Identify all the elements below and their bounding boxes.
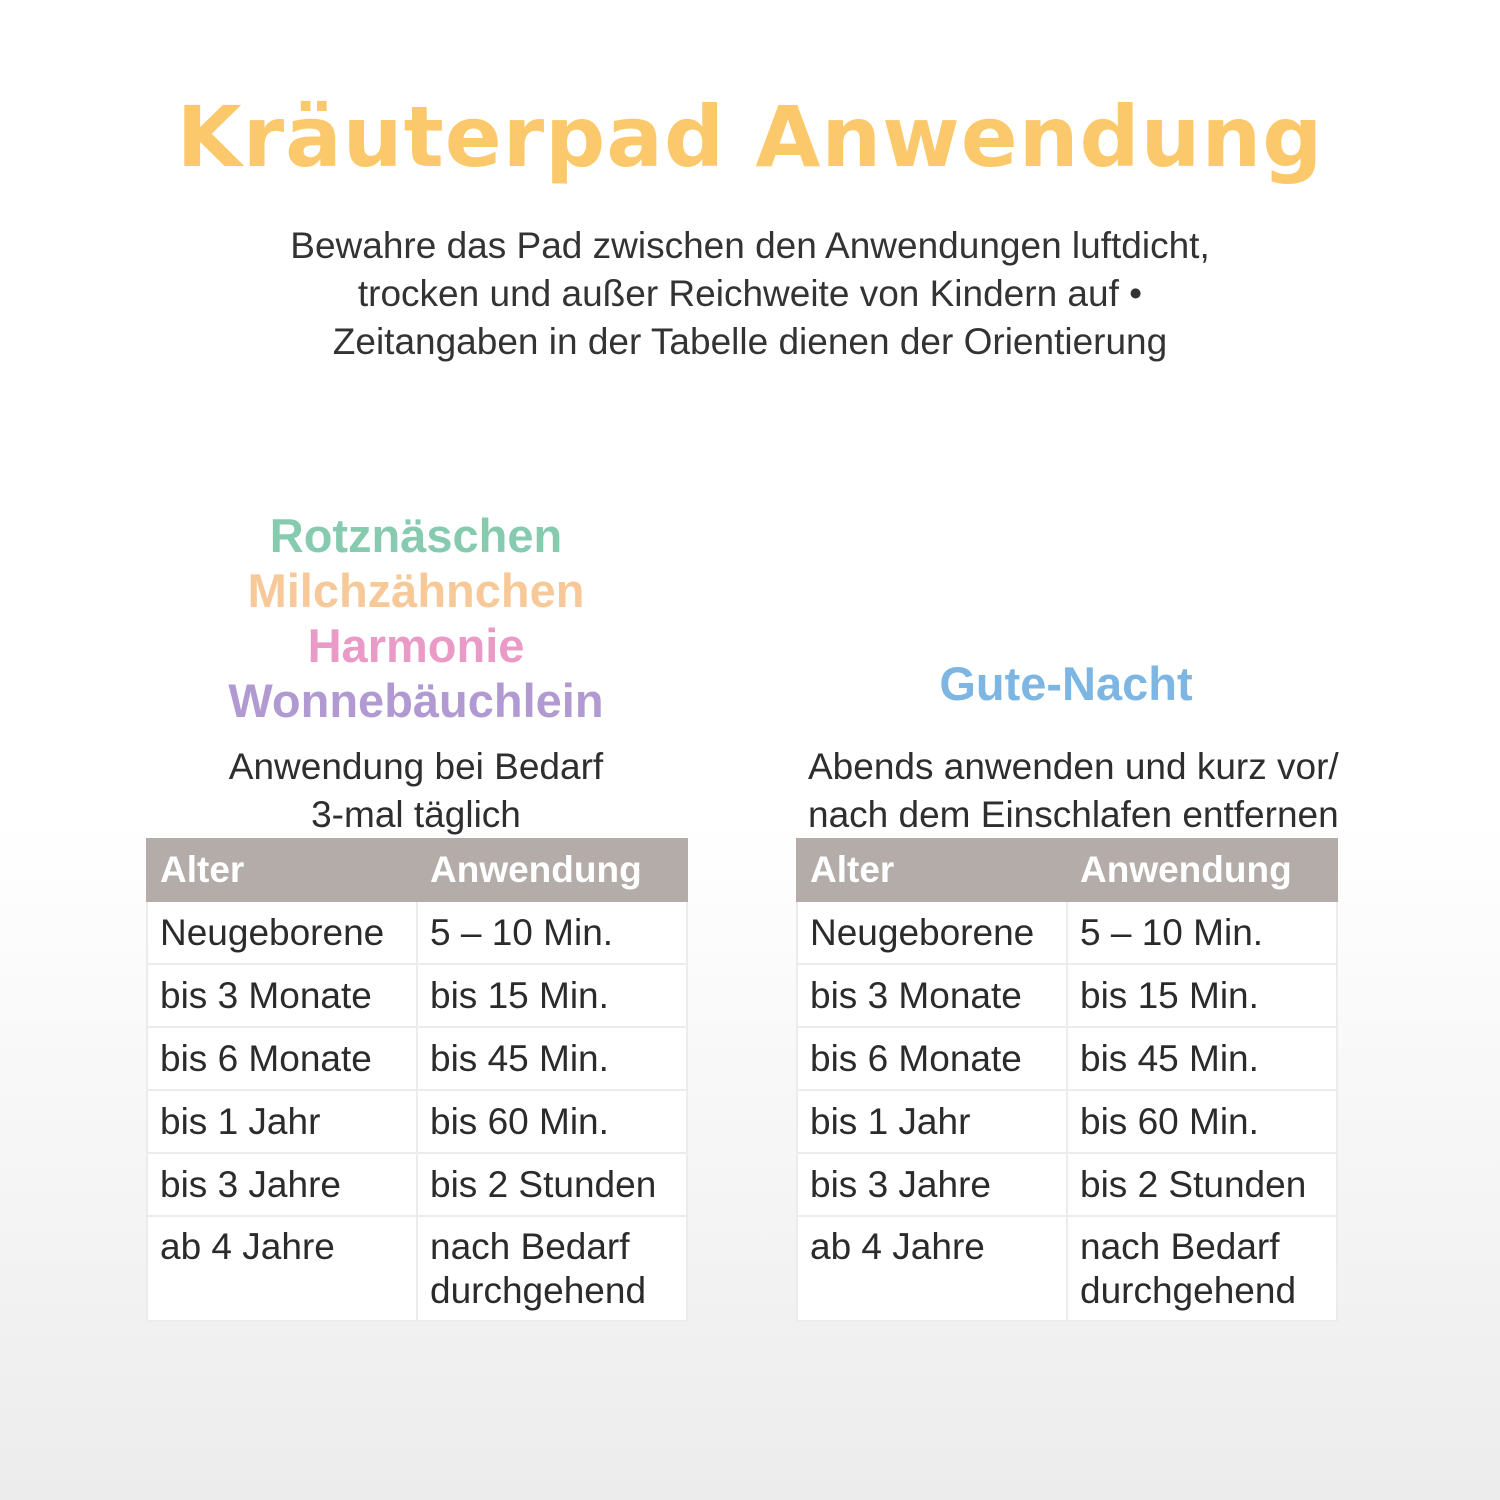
cell-duration: bis 45 Min. (417, 1027, 687, 1090)
table-row (147, 1090, 687, 1153)
cell-age: Neugeborene (797, 901, 1067, 964)
cell-age: bis 3 Monate (147, 964, 417, 1027)
product-harmonie: Harmonie (307, 619, 525, 672)
cell-duration: nach Bedarf durchgehend (417, 1216, 687, 1321)
usage-note-line: nach dem Einschlafen entfernen (808, 794, 1339, 835)
table-row (147, 964, 687, 1027)
table-row (797, 1027, 1337, 1090)
product-list (796, 508, 1336, 728)
header-alter: Alter (147, 839, 417, 901)
cell-duration: bis 45 Min. (1067, 1027, 1337, 1090)
cell-duration: bis 2 Stunden (417, 1153, 687, 1216)
usage-note (796, 728, 1339, 838)
product-rotznaeschen: Rotznäschen (269, 509, 563, 562)
table-row (797, 901, 1337, 964)
header-anwendung: Anwendung (417, 839, 687, 901)
header-alter: Alter (797, 839, 1067, 901)
cell-duration: nach Bedarf durchgehend (1067, 1216, 1337, 1321)
usage-note-line: Abends anwenden und kurz vor/ (808, 746, 1339, 787)
cell-age: bis 6 Monate (147, 1027, 417, 1090)
table-row (147, 901, 687, 964)
intro-line: Zeitangaben in der Tabelle dienen der Orientierung (332, 321, 1168, 362)
cell-age: bis 6 Monate (797, 1027, 1067, 1090)
cell-age: bis 3 Monate (797, 964, 1067, 1027)
usage-table (796, 838, 1338, 1322)
cell-age: bis 1 Jahr (797, 1090, 1067, 1153)
intro-text (0, 222, 1500, 366)
table-row (797, 1153, 1337, 1216)
cell-age: ab 4 Jahre (797, 1216, 1067, 1321)
cell-duration: 5 – 10 Min. (1067, 901, 1337, 964)
intro-line: trocken und außer Reichweite von Kindern auf • (357, 273, 1143, 314)
usage-note-line: 3-mal täglich (311, 794, 521, 835)
table-header-row (147, 839, 687, 901)
header-anwendung: Anwendung (1067, 839, 1337, 901)
intro-line: Bewahre das Pad zwischen den Anwendungen luftdicht, (290, 225, 1210, 266)
table-row (797, 964, 1337, 1027)
table-row (147, 1216, 687, 1321)
product-wonnebaeuchlein: Wonnebäuchlein (228, 674, 604, 727)
product-list (146, 508, 686, 728)
usage-note-line: Anwendung bei Bedarf (228, 746, 604, 787)
usage-table (146, 838, 688, 1322)
cell-duration: bis 60 Min. (1067, 1090, 1337, 1153)
usage-note (146, 728, 686, 838)
table-header-row (797, 839, 1337, 901)
cell-age: bis 3 Jahre (797, 1153, 1067, 1216)
page-title: Kräuterpad Anwendung (176, 88, 1324, 186)
cell-age: bis 3 Jahre (147, 1153, 417, 1216)
left-column (146, 508, 686, 1322)
cell-duration: 5 – 10 Min. (417, 901, 687, 964)
cell-age: ab 4 Jahre (147, 1216, 417, 1321)
table-row (797, 1216, 1337, 1321)
table-row (147, 1027, 687, 1090)
cell-duration: bis 15 Min. (1067, 964, 1337, 1027)
right-column (796, 508, 1339, 1322)
table-row (147, 1153, 687, 1216)
product-milchzaehnchen: Milchzähnchen (247, 564, 585, 617)
product-gute-nacht: Gute-Nacht (939, 656, 1193, 710)
cell-age: Neugeborene (147, 901, 417, 964)
cell-duration: bis 60 Min. (417, 1090, 687, 1153)
cell-duration: bis 2 Stunden (1067, 1153, 1337, 1216)
cell-duration: bis 15 Min. (417, 964, 687, 1027)
cell-age: bis 1 Jahr (147, 1090, 417, 1153)
table-row (797, 1090, 1337, 1153)
